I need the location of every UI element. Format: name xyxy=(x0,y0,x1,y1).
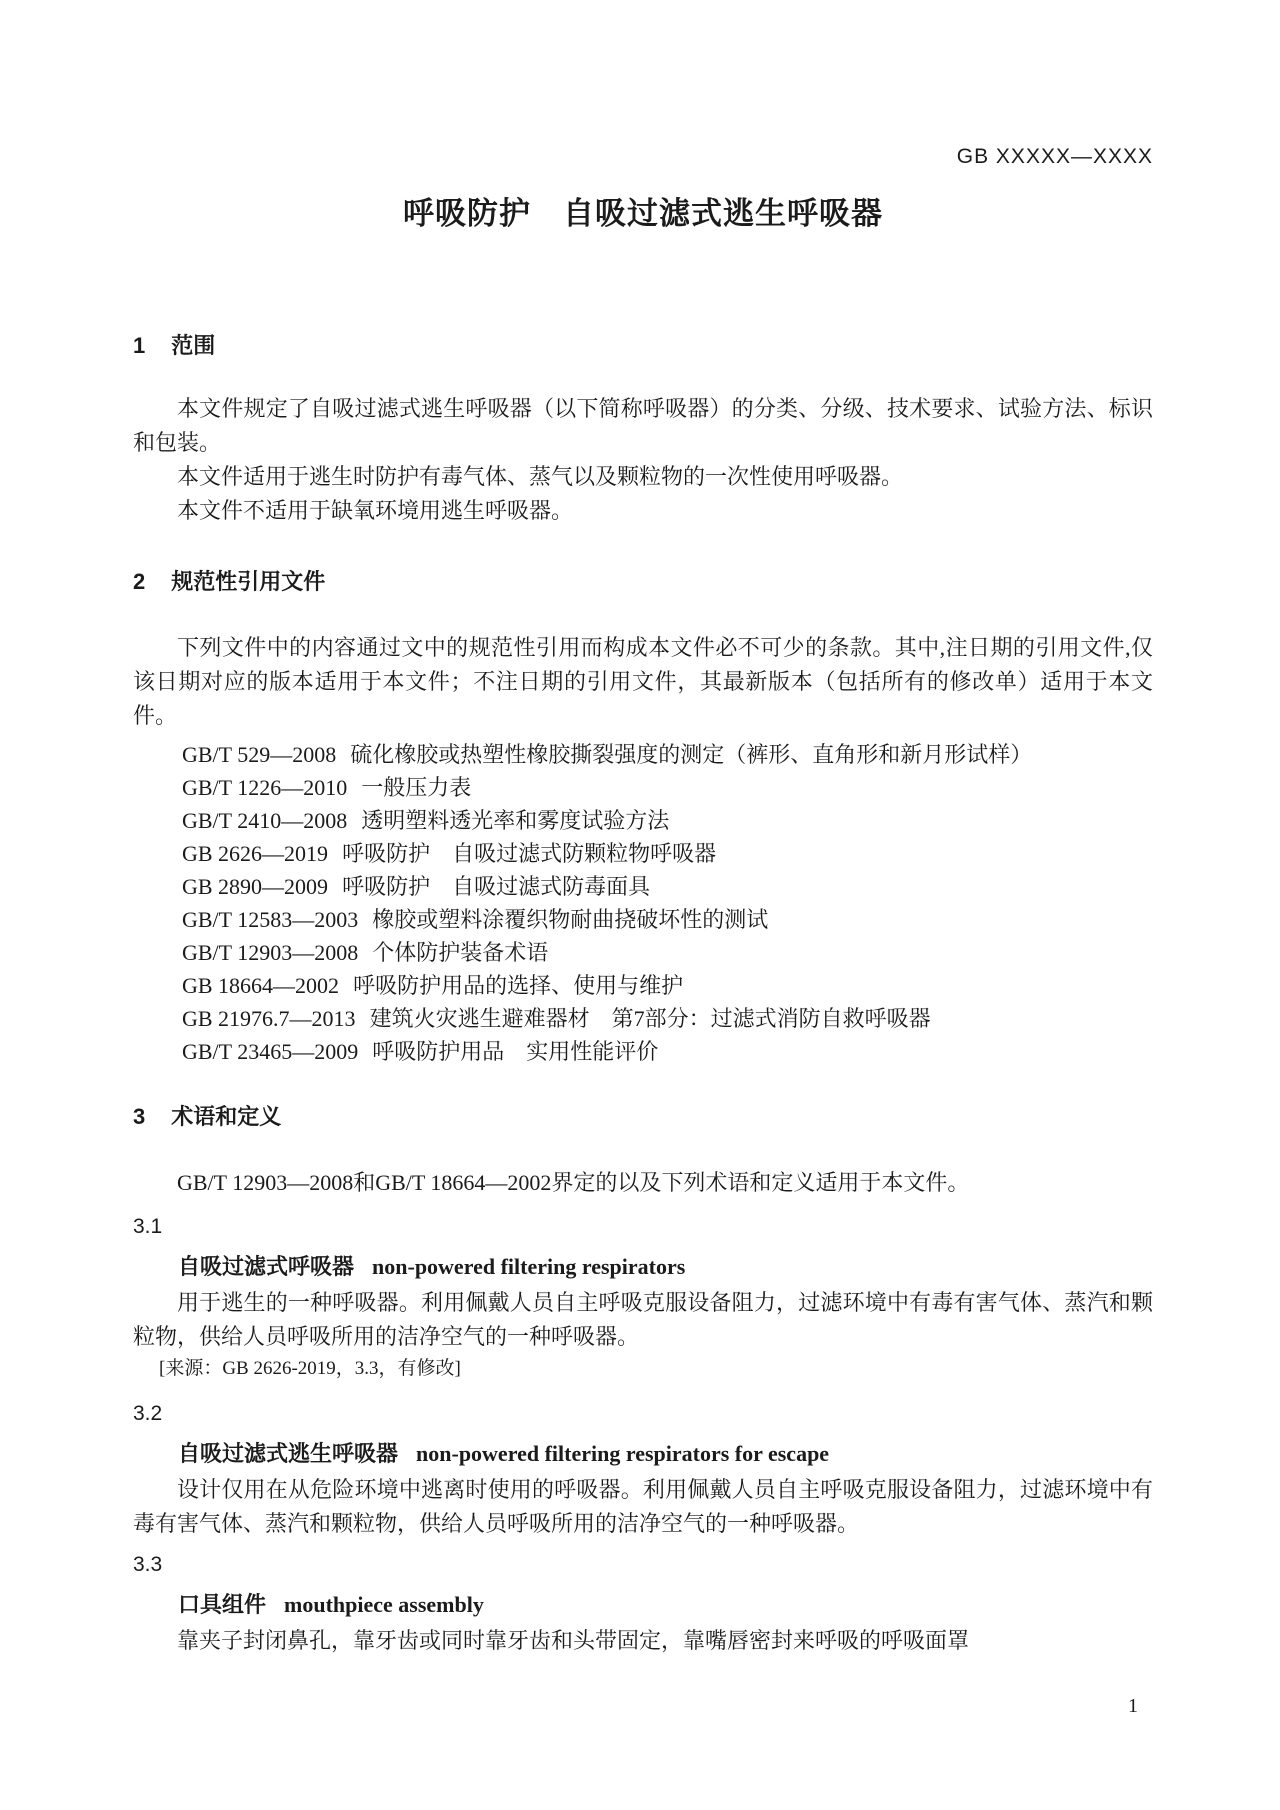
term-heading xyxy=(133,1439,1153,1469)
reference-title: 呼吸防护 自吸过滤式防颗粒物呼吸器 xyxy=(342,841,717,866)
reference-item xyxy=(133,969,1153,1002)
reference-title: 硫化橡胶或热塑性橡胶撕裂强度的测定（裤形、直角形和新月形试样） xyxy=(350,742,1033,767)
reference-code: GB/T 1226—2010 xyxy=(182,775,348,800)
references-intro: 下列文件中的内容通过文中的规范性引用而构成本文件必不可少的条款。其中,注日期的引用文件,仅该日期对应的版本适用于本文件；不注日期的引用文件，其最新版本（包括所有的修改单）适用于本文件。 xyxy=(133,635,1153,728)
normative-references-list xyxy=(133,738,1153,1068)
reference-item xyxy=(133,936,1153,969)
section-1-number: 1 xyxy=(133,333,146,358)
reference-title: 透明塑料透光率和雾度试验方法 xyxy=(361,808,670,833)
term-english: non-powered filtering respirators xyxy=(372,1254,686,1279)
page-number: 1 xyxy=(1128,1695,1138,1717)
reference-title: 一般压力表 xyxy=(361,775,472,800)
term-number: 3.1 xyxy=(133,1215,163,1238)
reference-code: GB 21976.7—2013 xyxy=(182,1006,356,1031)
term-chinese: 自吸过滤式逃生呼吸器 xyxy=(178,1441,399,1466)
document-title: 呼吸防护 自吸过滤式逃生呼吸器 xyxy=(403,196,883,231)
scope-paragraph: 本文件不适用于缺氧环境用逃生呼吸器。 xyxy=(177,498,574,523)
section-3-number: 3 xyxy=(133,1104,146,1129)
page-content xyxy=(133,0,1153,1658)
reference-title: 建筑火灾逃生避难器材 第7部分：过滤式消防自救呼吸器 xyxy=(369,1006,931,1031)
term-number: 3.2 xyxy=(133,1402,163,1425)
term-definition: 用于逃生的一种呼吸器。利用佩戴人员自主呼吸克服设备阻力，过滤环境中有毒有害气体、蒸汽和颗粒物，供给人员呼吸所用的洁净空气的一种呼吸器。 xyxy=(133,1290,1153,1349)
reference-title: 呼吸防护用品的选择、使用与维护 xyxy=(353,973,684,998)
term-number: 3.3 xyxy=(133,1553,163,1576)
term-heading xyxy=(133,1590,1153,1620)
reference-item xyxy=(133,1002,1153,1035)
term-heading xyxy=(133,1252,1153,1282)
section-2-title: 规范性引用文件 xyxy=(171,569,326,594)
term-definition: 靠夹子封闭鼻孔，靠牙齿或同时靠牙齿和头带固定，靠嘴唇密封来呼吸的呼吸面罩 xyxy=(177,1628,970,1653)
section-1-heading xyxy=(133,331,1153,361)
reference-code: GB/T 23465—2009 xyxy=(182,1039,359,1064)
reference-item xyxy=(133,903,1153,936)
reference-item xyxy=(133,771,1153,804)
section-1-title: 范围 xyxy=(171,333,216,358)
reference-item xyxy=(133,870,1153,903)
section-2-heading xyxy=(133,567,1153,597)
term-chinese: 自吸过滤式呼吸器 xyxy=(178,1254,355,1279)
term-source-note: [来源：GB 2626-2019，3.3，有修改] xyxy=(159,1358,461,1379)
scope-paragraph: 本文件规定了自吸过滤式逃生呼吸器（以下简称呼吸器）的分类、分级、技术要求、试验方法、标识和包装。 xyxy=(133,396,1153,455)
reference-item xyxy=(133,738,1153,771)
reference-item xyxy=(133,837,1153,870)
reference-code: GB 2890—2009 xyxy=(182,874,329,899)
section-3-heading xyxy=(133,1102,1153,1132)
section-3-title: 术语和定义 xyxy=(171,1104,282,1129)
term-chinese: 口具组件 xyxy=(178,1592,267,1617)
reference-code: GB/T 2410—2008 xyxy=(182,808,348,833)
reference-code: GB/T 12583—2003 xyxy=(182,907,359,932)
reference-title: 橡胶或塑料涂覆织物耐曲挠破坏性的测试 xyxy=(372,907,769,932)
scope-paragraph: 本文件适用于逃生时防护有毒气体、蒸气以及颗粒物的一次性使用呼吸器。 xyxy=(177,464,904,489)
standard-code: GB XXXXX—XXXX xyxy=(956,145,1153,168)
reference-code: GB 18664—2002 xyxy=(182,973,340,998)
term-english: non-powered filtering respirators for escape xyxy=(416,1441,830,1466)
terms-intro: GB/T 12903—2008和GB/T 18664—2002界定的以及下列术语和定义适用于本文件。 xyxy=(177,1170,970,1195)
reference-code: GB/T 12903—2008 xyxy=(182,940,359,965)
section-2-number: 2 xyxy=(133,569,146,594)
reference-item xyxy=(133,804,1153,837)
reference-title: 呼吸防护 自吸过滤式防毒面具 xyxy=(342,874,651,899)
term-english: mouthpiece assembly xyxy=(284,1592,484,1617)
reference-title: 呼吸防护用品 实用性能评价 xyxy=(372,1039,659,1064)
reference-code: GB/T 529—2008 xyxy=(182,742,337,767)
reference-item xyxy=(133,1035,1153,1068)
term-definition: 设计仅用在从危险环境中逃离时使用的呼吸器。利用佩戴人员自主呼吸克服设备阻力，过滤环境中有毒有害气体、蒸汽和颗粒物，供给人员呼吸所用的洁净空气的一种呼吸器。 xyxy=(133,1477,1153,1536)
reference-code: GB 2626—2019 xyxy=(182,841,329,866)
reference-title: 个体防护装备术语 xyxy=(372,940,549,965)
